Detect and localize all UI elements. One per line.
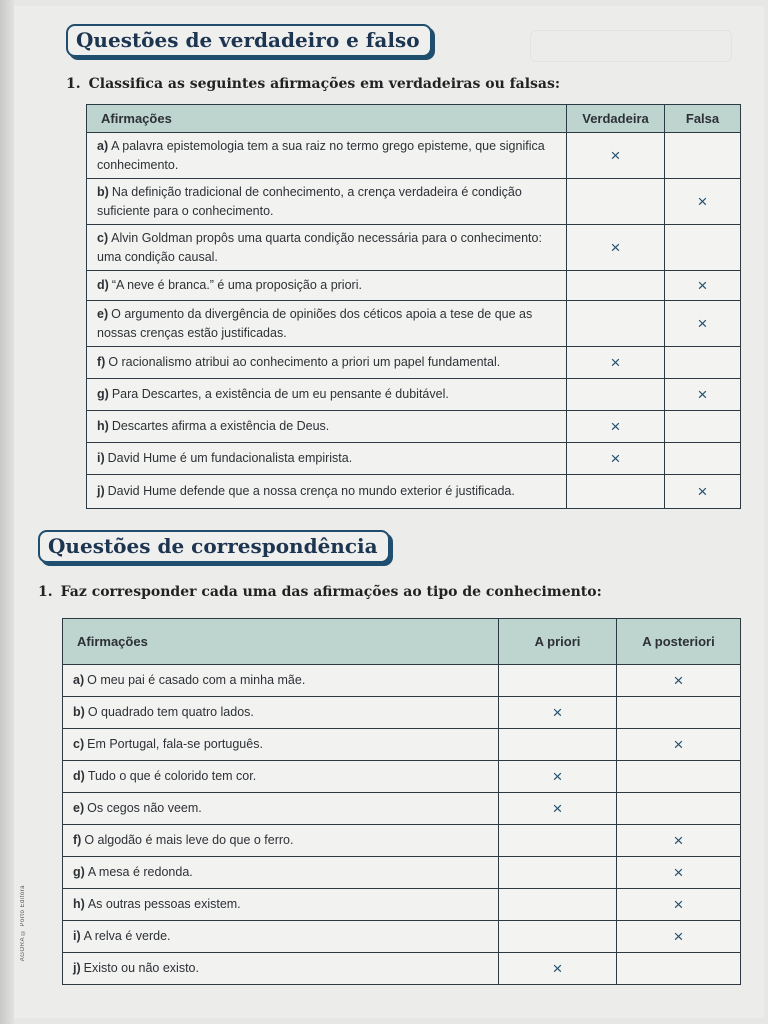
a-posteriori-mark-cell: ×	[617, 921, 741, 953]
statement-cell	[87, 225, 567, 271]
statement-text: O meu pai é casado com a minha mãe.	[87, 673, 306, 687]
page-edge-shadow	[0, 0, 14, 1024]
statement-cell	[63, 761, 499, 793]
verdadeira-mark-cell: ×	[567, 347, 665, 379]
statement-text: “A neve é branca.” é uma proposição a priori.	[111, 278, 362, 292]
a-posteriori-mark-cell: ×	[617, 665, 741, 697]
statement-text: David Hume defende que a nossa crença no mundo exterior é justificada.	[107, 484, 515, 498]
falsa-mark-cell	[665, 443, 741, 475]
verdadeira-mark-cell: ×	[567, 411, 665, 443]
statement-cell	[63, 793, 499, 825]
falsa-mark-cell: ×	[665, 301, 741, 347]
statement-letter: j)	[97, 484, 105, 498]
table-row	[87, 133, 741, 179]
a-posteriori-mark-cell: ×	[617, 857, 741, 889]
statement-letter: d)	[73, 769, 85, 783]
statement-cell	[63, 921, 499, 953]
a-priori-mark-cell: ×	[499, 761, 617, 793]
statement-text: Existo ou não existo.	[83, 961, 199, 975]
table-row	[87, 475, 741, 509]
statement-cell	[63, 889, 499, 921]
falsa-mark-cell	[665, 133, 741, 179]
statement-letter: g)	[97, 387, 109, 401]
table-row	[63, 793, 741, 825]
question-1-true-false	[66, 76, 560, 92]
table-row	[87, 179, 741, 225]
table-row	[63, 729, 741, 761]
statement-letter: i)	[97, 451, 105, 465]
verdadeira-mark-cell	[567, 271, 665, 301]
table-row	[63, 761, 741, 793]
table-row	[63, 857, 741, 889]
a-priori-mark-cell	[499, 857, 617, 889]
table-row	[63, 889, 741, 921]
a-priori-mark-cell: ×	[499, 697, 617, 729]
statement-cell	[87, 271, 567, 301]
statement-letter: f)	[97, 355, 106, 369]
section-title-correspondence: Questões de correspondência	[38, 530, 390, 563]
a-posteriori-mark-cell	[617, 793, 741, 825]
statement-letter: i)	[73, 929, 81, 943]
table-row	[87, 225, 741, 271]
statement-cell	[87, 347, 567, 379]
statement-cell	[87, 443, 567, 475]
statement-text: Em Portugal, fala-se português.	[87, 737, 263, 751]
a-posteriori-mark-cell	[617, 697, 741, 729]
statement-cell	[63, 857, 499, 889]
a-priori-mark-cell	[499, 889, 617, 921]
statement-text: Alvin Goldman propôs uma quarta condição necessária para o conhecimento: uma condição causal.	[97, 230, 542, 264]
table-row	[87, 411, 741, 443]
statement-letter: f)	[73, 833, 82, 847]
statement-cell	[87, 133, 567, 179]
question-text: Classifica as seguintes afirmações em verdadeiras ou falsas:	[88, 76, 561, 92]
table-header-row	[63, 619, 741, 665]
statement-letter: a)	[73, 673, 85, 687]
table-row	[63, 921, 741, 953]
statement-letter: j)	[73, 961, 81, 975]
statement-text: Para Descartes, a existência de um eu pensante é dubitável.	[111, 387, 449, 401]
falsa-mark-cell	[665, 411, 741, 443]
falsa-mark-cell	[665, 347, 741, 379]
statement-cell	[87, 411, 567, 443]
statement-letter: h)	[73, 897, 85, 911]
table-row	[63, 953, 741, 985]
table-row	[87, 379, 741, 411]
header-afirmacoes: Afirmações	[63, 619, 499, 665]
correspondence-table	[62, 618, 741, 985]
a-priori-mark-cell	[499, 729, 617, 761]
header-a-priori: A priori	[499, 619, 617, 665]
statement-letter: g)	[73, 865, 85, 879]
question-number: 1.	[66, 76, 81, 92]
statement-text: O quadrado tem quatro lados.	[87, 705, 254, 719]
bleed-through-box	[530, 30, 732, 62]
header-afirmacoes: Afirmações	[87, 105, 567, 133]
table-row	[63, 825, 741, 857]
statement-cell	[87, 301, 567, 347]
statement-letter: c)	[73, 737, 85, 751]
question-number: 1.	[38, 584, 53, 600]
a-posteriori-mark-cell: ×	[617, 825, 741, 857]
statement-cell	[63, 825, 499, 857]
statement-letter: e)	[97, 306, 109, 321]
a-priori-mark-cell	[499, 825, 617, 857]
table-row	[87, 347, 741, 379]
verdadeira-mark-cell	[567, 301, 665, 347]
statement-cell	[63, 729, 499, 761]
section-title-true-false: Questões de verdadeiro e falso	[66, 24, 432, 57]
falsa-mark-cell: ×	[665, 475, 741, 509]
table-row	[87, 301, 741, 347]
statement-text: A mesa é redonda.	[87, 865, 193, 879]
statement-letter: c)	[97, 230, 109, 245]
statement-cell	[87, 475, 567, 509]
verdadeira-mark-cell	[567, 179, 665, 225]
statement-text: A relva é verde.	[83, 929, 171, 943]
statement-letter: h)	[97, 419, 109, 433]
a-priori-mark-cell	[499, 921, 617, 953]
table-row	[87, 443, 741, 475]
statement-cell	[63, 953, 499, 985]
a-priori-mark-cell	[499, 665, 617, 697]
verdadeira-mark-cell	[567, 379, 665, 411]
statement-text: David Hume é um fundacionalista empirista.	[107, 451, 353, 465]
question-text: Faz corresponder cada uma das afirmações ao tipo de conhecimento:	[60, 584, 602, 600]
statement-cell	[87, 179, 567, 225]
statement-text: Os cegos não veem.	[87, 801, 202, 815]
statement-text: A palavra epistemologia tem a sua raiz no termo grego episteme, que significa conhecimento.	[97, 138, 545, 172]
header-a-posteriori: A posteriori	[617, 619, 741, 665]
table-row	[63, 697, 741, 729]
verdadeira-mark-cell: ×	[567, 443, 665, 475]
a-posteriori-mark-cell: ×	[617, 729, 741, 761]
falsa-mark-cell	[665, 225, 741, 271]
falsa-mark-cell: ×	[665, 379, 741, 411]
verdadeira-mark-cell: ×	[567, 133, 665, 179]
statement-text: Tudo o que é colorido tem cor.	[87, 769, 257, 783]
statement-cell	[63, 697, 499, 729]
statement-letter: b)	[97, 184, 109, 199]
header-verdadeira: Verdadeira	[567, 105, 665, 133]
a-priori-mark-cell: ×	[499, 953, 617, 985]
statement-text: As outras pessoas existem.	[87, 897, 241, 911]
table-header-row	[87, 105, 741, 133]
statement-text: O argumento da divergência de opiniões dos céticos apoia a tese de que as nossas crenças estão justificadas.	[97, 306, 533, 340]
side-credit: AGORA © Porto Editora	[20, 885, 26, 962]
a-posteriori-mark-cell	[617, 953, 741, 985]
header-falsa: Falsa	[665, 105, 741, 133]
question-1-correspondence	[38, 584, 602, 600]
statement-text: O algodão é mais leve do que o ferro.	[84, 833, 294, 847]
table-row	[87, 271, 741, 301]
statement-cell	[63, 665, 499, 697]
statement-letter: a)	[97, 138, 109, 153]
falsa-mark-cell: ×	[665, 271, 741, 301]
verdadeira-mark-cell	[567, 475, 665, 509]
table-row	[63, 665, 741, 697]
a-posteriori-mark-cell	[617, 761, 741, 793]
falsa-mark-cell: ×	[665, 179, 741, 225]
statement-text: Na definição tradicional de conhecimento, a crença verdadeira é condição suficiente para o conhecimento.	[97, 184, 522, 218]
true-false-table	[86, 104, 741, 509]
statement-text: O racionalismo atribui ao conhecimento a priori um papel fundamental.	[108, 355, 501, 369]
statement-letter: b)	[73, 705, 85, 719]
statement-letter: e)	[73, 801, 85, 815]
statement-cell	[87, 379, 567, 411]
statement-text: Descartes afirma a existência de Deus.	[111, 419, 330, 433]
a-posteriori-mark-cell: ×	[617, 889, 741, 921]
a-priori-mark-cell: ×	[499, 793, 617, 825]
verdadeira-mark-cell: ×	[567, 225, 665, 271]
statement-letter: d)	[97, 278, 109, 292]
